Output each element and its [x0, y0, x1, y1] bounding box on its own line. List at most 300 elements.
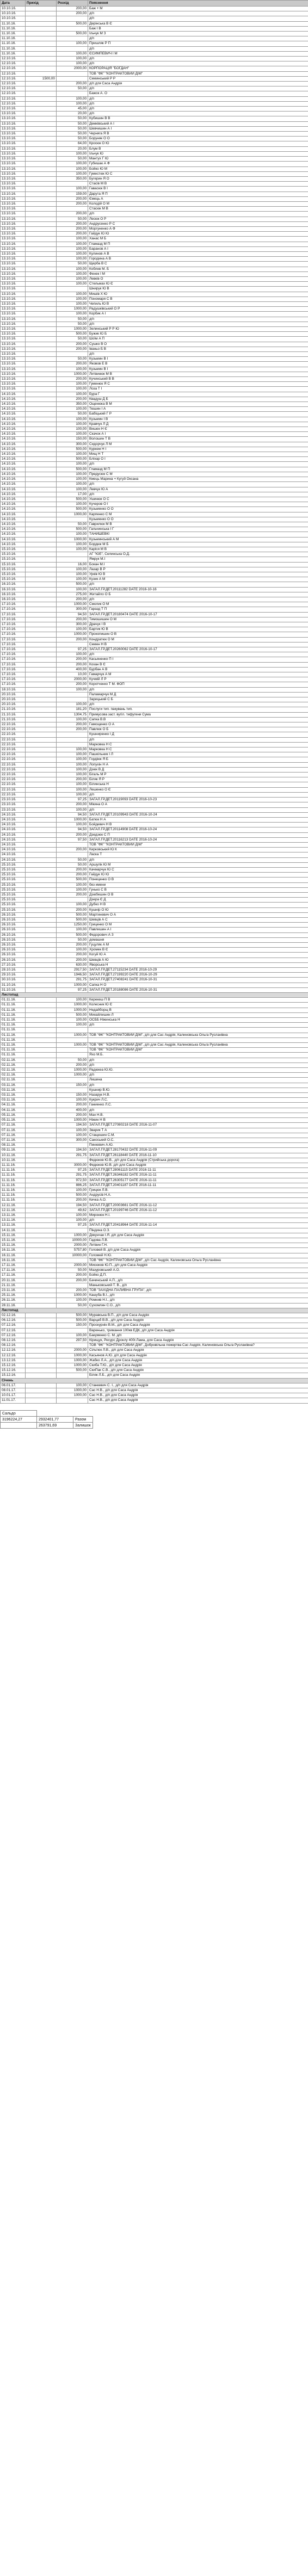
row-out: 100,00: [57, 482, 88, 487]
row-date: 16.10.16.: [1, 582, 26, 587]
table-row: [1, 853, 308, 857]
table-row: [1, 301, 308, 306]
row-date: 13.10.16.: [1, 146, 26, 151]
row-date: 24.10.16.: [1, 837, 26, 842]
row-out: 200,00: [57, 377, 88, 382]
row-out: 100,00: [57, 1213, 88, 1218]
row-desc: Тюшин І А: [88, 407, 308, 412]
row-date: 01.11.16.: [1, 1033, 26, 1037]
row-desc: Гамощенко О А: [88, 722, 308, 727]
row-desc: Головей В. д/п для Саса Андрія: [88, 1248, 308, 1253]
row-in: [26, 246, 57, 251]
row-desc: Білинська Н: [88, 782, 308, 787]
row-in: [26, 697, 57, 702]
header-date: Дата: [1, 1, 26, 7]
row-out: [57, 842, 88, 847]
row-in: [26, 817, 57, 822]
row-out: 500,00: [57, 1313, 88, 1318]
row-in: [26, 737, 57, 742]
table-row: [1, 317, 308, 322]
table-row: [1, 362, 308, 367]
row-in: [26, 347, 57, 351]
row-in: [26, 957, 57, 962]
row-desc: Бігаль М Р: [88, 773, 308, 777]
row-in: [26, 71, 57, 76]
table-row: [1, 1103, 308, 1108]
row-desc: Кушниренко І Д: [88, 732, 308, 737]
row-desc: Ханас М Б: [88, 237, 308, 242]
table-row: [1, 121, 308, 126]
row-date: 13.10.16.: [1, 196, 26, 201]
row-desc: Муравська В.П., д/п для Саса Андрія: [88, 1313, 308, 1318]
row-out: [57, 732, 88, 737]
row-date: 12.11.16.: [1, 1208, 26, 1213]
row-date: 11.10.16.: [1, 41, 26, 46]
row-out: [57, 1343, 88, 1348]
table-row: [1, 812, 308, 817]
row-date: 13.10.16.: [1, 382, 26, 387]
row-desc: Сас Н.В., д/п для Саса Андрія: [88, 1398, 308, 1403]
row-date: 15.10.16.: [1, 562, 26, 567]
row-in: [26, 657, 57, 662]
row-out: [57, 1028, 88, 1033]
row-date: 11.11.16.: [1, 1188, 26, 1193]
table-row: [1, 878, 308, 882]
row-in: [26, 607, 57, 612]
table-row: [1, 1263, 308, 1268]
row-date: 03.11.16.: [1, 1088, 26, 1092]
table-row: [1, 1088, 308, 1092]
row-date: 22.10.16.: [1, 792, 26, 797]
table-row: [1, 112, 308, 116]
row-out: 100,00: [57, 502, 88, 507]
row-date: 17.10.16.: [1, 607, 26, 612]
row-date: 15.10.16.: [1, 557, 26, 562]
row-date: 22.10.16.: [1, 767, 26, 772]
row-in: [26, 878, 57, 882]
row-out: [57, 853, 88, 857]
row-out: 2000,00: [57, 677, 88, 682]
table-row: [1, 1148, 308, 1153]
row-desc: Бойко Д.П.: [88, 1273, 308, 1278]
row-desc: ЗАГАЛ.ГР.ДЕТ.20188086 DATE 2016-10-31: [88, 987, 308, 992]
row-desc: Кирковський Ю К: [88, 848, 308, 853]
row-out: 100,00: [57, 547, 88, 552]
row-desc: Вишен Н Є: [88, 427, 308, 432]
row-out: 100,00: [57, 427, 88, 432]
row-date: 12.10.16.: [1, 76, 26, 81]
row-desc: Ощенюка В М: [88, 402, 308, 407]
row-out: 50,00: [57, 262, 88, 267]
table-row: [1, 417, 308, 422]
row-desc: Бугерин Я О: [88, 176, 308, 181]
table-row: [1, 1293, 308, 1298]
row-date: 28.11.16.: [1, 1303, 26, 1308]
row-desc: Стащешин С.М.: [88, 1133, 308, 1138]
row-in: [26, 96, 57, 101]
table-row: [1, 402, 308, 407]
row-date: 16.11.16.: [1, 1253, 26, 1258]
row-in: [26, 873, 57, 878]
table-row: [1, 51, 308, 56]
row-out: 500,00: [57, 507, 88, 512]
row-date: 24.10.16.: [1, 827, 26, 832]
row-desc: Кузик А М: [88, 577, 308, 582]
row-desc: Карпенко С М: [88, 512, 308, 517]
row-desc: д/п: [88, 1062, 308, 1067]
row-out: 100,00: [57, 472, 88, 477]
row-desc: Мантух Г Ю: [88, 157, 308, 162]
table-row: [1, 232, 308, 237]
row-desc: ЗАГАЛ.ГР.ДЕТ.27080218 DATE 2016-11-07: [88, 1123, 308, 1128]
row-out: 500,00: [57, 32, 88, 36]
table-row: [1, 607, 308, 612]
row-desc: Кучинський В В: [88, 377, 308, 382]
row-date: 11.10.16.: [1, 36, 26, 41]
row-date: 01.11.16.: [1, 1018, 26, 1023]
totals-balance-note: Залишок: [73, 1423, 93, 1429]
row-desc: Колодій О М: [88, 201, 308, 206]
row-out: 500,00: [57, 917, 88, 922]
row-desc: Блум В: [88, 146, 308, 151]
table-row: [1, 1153, 308, 1158]
row-out: 500,00: [57, 878, 88, 882]
row-in: [26, 1358, 57, 1363]
row-in: [26, 187, 57, 191]
row-out: 100,00: [57, 462, 88, 467]
row-out: [57, 91, 88, 96]
row-in: [26, 1123, 57, 1128]
table-row: [1, 1383, 308, 1388]
row-date: 07.11.16.: [1, 1128, 26, 1133]
row-out: 100,00: [57, 807, 88, 812]
row-date: 13.11.16.: [1, 1223, 26, 1228]
table-row: [1, 1218, 308, 1223]
row-out: 100,00: [57, 407, 88, 412]
row-desc: д/п: [88, 16, 308, 21]
row-in: [26, 482, 57, 487]
totals-in: 3196224,27: [1, 1417, 37, 1423]
row-in: [26, 1178, 57, 1183]
row-in: [26, 1163, 57, 1167]
row-desc: Баж + М: [88, 7, 308, 11]
row-in: [26, 1218, 57, 1223]
row-desc: Кірищук, Ресурс Дроклу 400г.Лама, для Саса Андрія: [88, 1338, 308, 1343]
row-date: 13.10.16.: [1, 347, 26, 351]
row-date: 14.10.16.: [1, 542, 26, 547]
row-desc: Михайлишин Л: [88, 1012, 308, 1017]
row-date: 17.10.16.: [1, 682, 26, 687]
row-in: [26, 1368, 57, 1373]
row-date: 07.11.16.: [1, 1133, 26, 1138]
row-out: 50,00: [57, 412, 88, 417]
row-in: [26, 677, 57, 682]
row-date: 13.10.16.: [1, 362, 26, 367]
table-row: [1, 337, 308, 342]
table-row: [1, 76, 308, 81]
row-out: 20,00: [57, 146, 88, 151]
row-desc: Федорович А З: [88, 932, 308, 937]
row-desc: Ільчук М З: [88, 32, 308, 36]
row-desc: Ромнив Н.І., д/п: [88, 1298, 308, 1303]
row-in: [26, 1098, 57, 1103]
table-row: [1, 1233, 308, 1238]
row-desc: Лоза Т І: [88, 387, 308, 392]
row-out: 181,20: [57, 707, 88, 712]
table-row: [1, 327, 308, 332]
row-out: 100,00: [57, 487, 88, 492]
table-row: [1, 597, 308, 602]
row-date: 15.10.16.: [1, 567, 26, 572]
row-out: 500,00: [57, 1318, 88, 1323]
row-date: 22.10.16.: [1, 773, 26, 777]
row-in: [26, 1388, 57, 1393]
row-in: [26, 457, 57, 462]
row-date: 11.11.16.: [1, 1183, 26, 1188]
row-in: [26, 132, 57, 137]
row-desc: Гордіюк Я Б: [88, 757, 308, 762]
row-desc: Гадова Л.В.: [88, 1238, 308, 1243]
row-date: 26.10.16.: [1, 923, 26, 928]
row-in: [26, 1003, 57, 1008]
row-date: 12.10.16.: [1, 91, 26, 96]
row-date: 08.11.16.: [1, 1143, 26, 1148]
row-out: 100,00: [57, 1133, 88, 1138]
table-row: [1, 1353, 308, 1358]
row-out: 50,00: [57, 87, 88, 91]
row-out: 194,50: [57, 1203, 88, 1208]
row-desc: Предусюк С М: [88, 472, 308, 477]
row-in: [26, 502, 57, 507]
table-row: [1, 987, 308, 992]
row-out: 200,00: [57, 873, 88, 878]
row-date: 15.12.16.: [1, 1373, 26, 1378]
row-desc: Кравчук Л Д: [88, 422, 308, 427]
row-date: 13.10.16.: [1, 201, 26, 206]
table-row: [1, 1313, 308, 1318]
table-row: [1, 162, 308, 166]
row-in: [26, 1203, 57, 1208]
row-date: 26.10.16.: [1, 917, 26, 922]
row-date: 17.10.16.: [1, 632, 26, 637]
row-in: [26, 752, 57, 757]
table-row: [1, 242, 308, 246]
row-out: 10000,00: [57, 1253, 88, 1258]
row-date: 16.10.16.: [1, 597, 26, 602]
row-in: [26, 1138, 57, 1142]
row-out: 200,00: [57, 1288, 88, 1293]
row-desc: д/п: [88, 702, 308, 707]
table-row: [1, 1228, 308, 1233]
table-row: [1, 567, 308, 572]
row-in: [26, 212, 57, 217]
row-date: 17.10.16.: [1, 617, 26, 622]
row-out: 97,25: [57, 647, 88, 652]
row-date: 04.11.16.: [1, 1108, 26, 1113]
row-out: 100,00: [57, 267, 88, 271]
row-out: 100,00: [57, 717, 88, 722]
row-desc: Левчук Ю А: [88, 487, 308, 492]
row-date: 17.10.16.: [1, 652, 26, 657]
table-row: [1, 937, 308, 942]
row-in: 1500,00: [26, 76, 57, 81]
table-row: [1, 1203, 308, 1208]
row-desc: д/п: [88, 737, 308, 742]
row-date: 26.10.16.: [1, 912, 26, 917]
row-date: 15.10.16.: [1, 572, 26, 577]
row-desc: без имени: [88, 882, 308, 887]
table-row: [1, 848, 308, 853]
row-date: 17.10.16.: [1, 647, 26, 652]
row-in: [26, 1208, 57, 1213]
row-in: [26, 472, 57, 477]
table-row: [1, 91, 308, 96]
row-out: 200,00: [57, 226, 88, 231]
table-row: [1, 823, 308, 827]
table-row: [1, 352, 308, 357]
row-date: 31.10.16.: [1, 983, 26, 987]
row-in: [26, 1018, 57, 1023]
row-date: 17.10.16.: [1, 602, 26, 607]
row-in: [26, 572, 57, 577]
row-desc: д/п для Саса Андрія: [88, 82, 308, 87]
row-date: 18.10.16.: [1, 687, 26, 692]
totals-out: 2932401,77: [37, 1417, 73, 1423]
row-in: [26, 126, 57, 131]
row-out: [57, 26, 88, 31]
table-row: [1, 1283, 308, 1288]
row-out: 45,00: [57, 107, 88, 112]
row-out: 50,00: [57, 137, 88, 141]
row-out: 1000,00: [57, 1363, 88, 1368]
row-out: 350,00: [57, 176, 88, 181]
header-desc: Пояснення: [88, 1, 308, 7]
row-date: 25.11.16.: [1, 1293, 26, 1298]
row-desc: Дякунчак І.Я. д/п для Саса Андрія: [88, 1233, 308, 1238]
row-in: [26, 322, 57, 326]
row-out: 100,00: [57, 432, 88, 437]
row-in: [26, 412, 57, 417]
table-row: [1, 46, 308, 51]
row-in: [26, 1188, 57, 1193]
row-desc: Волошин Т В: [88, 437, 308, 442]
table-row: [1, 1143, 308, 1148]
table-row: [1, 732, 308, 737]
row-desc: Кондратюк О М: [88, 637, 308, 642]
table-row: [1, 1398, 308, 1403]
row-date: 15.11.16.: [1, 1238, 26, 1243]
row-desc: ЗАГАЛ.ГР.ДЕТ.26118440 DATE 2016-11-10: [88, 1153, 308, 1158]
row-in: [26, 251, 57, 256]
table-row: [1, 978, 308, 983]
row-desc: Зарицький С Б: [88, 697, 308, 702]
row-in: [26, 207, 57, 212]
row-desc: Сухомлин С.О., д/п: [88, 1303, 308, 1308]
row-date: 13.10.16.: [1, 301, 26, 306]
row-out: 1000,00: [57, 983, 88, 987]
row-out: 100,00: [57, 312, 88, 317]
row-date: 14.10.16.: [1, 397, 26, 401]
row-out: 150,00: [57, 437, 88, 442]
row-desc: Урків Ю В: [88, 572, 308, 577]
row-desc: Бачинський А.П., д/п: [88, 1278, 308, 1283]
row-desc: Семинський Р Р: [88, 76, 308, 81]
table-row: [1, 737, 308, 742]
row-date: 22.10.16.: [1, 762, 26, 767]
row-desc: ТОВ "ФК" "КОНТРАКТОВИЙ ДІМ", д/п Сас Андрія, Калиновська Ольга Русланівна: [88, 1258, 308, 1263]
row-in: [26, 923, 57, 928]
row-desc: Стасюк М В: [88, 207, 308, 212]
table-row: [1, 151, 308, 156]
row-in: [26, 712, 57, 717]
row-date: 04.11.16.: [1, 1103, 26, 1108]
row-out: 1000,00: [57, 632, 88, 637]
row-date: 14.10.16.: [1, 427, 26, 432]
row-desc: Кашуба В.І., д/п: [88, 1293, 308, 1298]
row-desc: д/п: [88, 857, 308, 862]
row-desc: Гунько С В: [88, 887, 308, 892]
row-out: 100,00: [57, 928, 88, 932]
row-out: 50,00: [57, 317, 88, 322]
row-out: [57, 76, 88, 81]
row-out: [57, 1037, 88, 1042]
table-row: [1, 948, 308, 953]
row-out: 200,00: [57, 232, 88, 237]
row-out: 200,00: [57, 777, 88, 782]
row-date: 17.10.16.: [1, 662, 26, 667]
row-out: 200,00: [57, 1062, 88, 1067]
row-out: [57, 71, 88, 76]
table-row: [1, 507, 308, 512]
table-row: [1, 262, 308, 267]
row-out: 500,00: [57, 932, 88, 937]
table-row: [1, 36, 308, 41]
row-in: [26, 597, 57, 602]
row-date: 13.10.16.: [1, 137, 26, 141]
row-out: [57, 1158, 88, 1163]
row-in: [26, 1293, 57, 1298]
row-out: 200,00: [57, 657, 88, 662]
table-row: [1, 537, 308, 542]
row-in: [26, 32, 57, 36]
row-desc: Мищ Н Т: [88, 452, 308, 457]
row-out: 97,25: [57, 1168, 88, 1173]
row-out: 100,00: [57, 382, 88, 387]
row-out: 200,00: [57, 221, 88, 226]
row-desc: Стельмах Ю Є: [88, 282, 308, 287]
row-out: 200,00: [57, 347, 88, 351]
row-desc: Бура Г: [88, 392, 308, 397]
row-desc: Федюков Ю.В., д/п для Саса Андрія (Стрийська дорога): [88, 1158, 308, 1163]
row-out: [57, 552, 88, 557]
row-out: 200,00: [57, 682, 88, 687]
row-in: [26, 61, 57, 66]
row-date: 13.10.16.: [1, 367, 26, 372]
row-in: [26, 262, 57, 267]
table-row: [1, 1028, 308, 1033]
row-desc: Кушнир В.Ю.: [88, 1088, 308, 1092]
row-desc: Іваньо Б В: [88, 347, 308, 351]
row-out: 2000,00: [57, 66, 88, 71]
row-in: [26, 201, 57, 206]
table-row: [1, 251, 308, 256]
row-desc: Кузьмин В І: [88, 367, 308, 372]
row-desc: д/п: [88, 57, 308, 61]
row-in: [26, 1383, 57, 1388]
row-out: 200,00: [57, 662, 88, 667]
row-out: 200,00: [57, 637, 88, 642]
row-in: [26, 1213, 57, 1218]
